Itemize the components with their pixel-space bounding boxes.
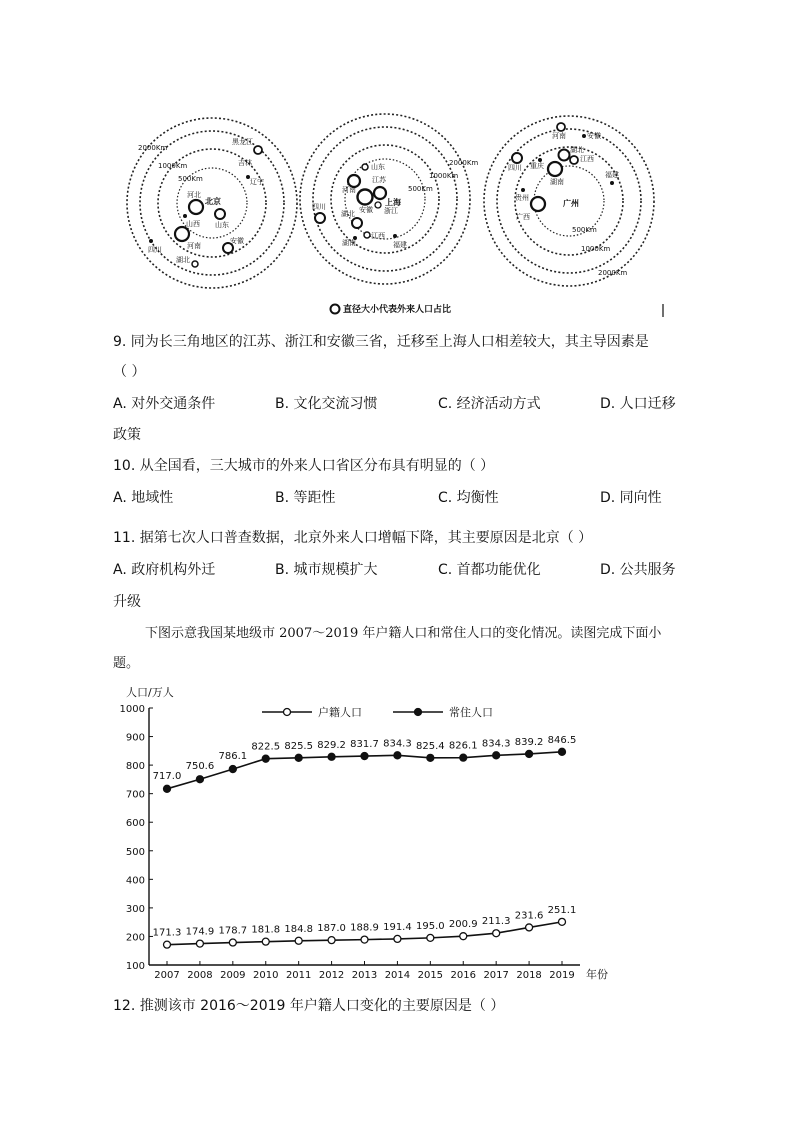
data-label: 195.0: [416, 920, 445, 932]
province-label: 江苏: [372, 176, 386, 184]
q9-option-a[interactable]: A. 对外交通条件: [113, 396, 216, 412]
y-tick-label: 400: [125, 875, 145, 887]
data-point: [229, 766, 236, 773]
y-tick-label: 300: [125, 903, 145, 915]
data-point: [164, 941, 171, 948]
q12-stem: 12. 推测该市 2016～2019 年户籍人口变化的主要原因是（ ）: [113, 998, 505, 1014]
q9-option-d[interactable]: D. 人口迁移: [600, 396, 676, 412]
data-point: [460, 933, 467, 940]
marker-sichuan: [512, 153, 522, 163]
data-label: 826.1: [448, 740, 478, 752]
data-point: [262, 938, 269, 945]
population-line-chart: [100, 680, 660, 990]
x-tick-label: 2009: [220, 970, 246, 981]
y-tick-label: 800: [125, 761, 145, 773]
ring-label: 500Km: [408, 185, 433, 193]
x-axis-label: 年份: [586, 968, 608, 981]
data-point: [460, 754, 467, 761]
data-label: 750.6: [185, 761, 215, 773]
data-point: [394, 935, 401, 942]
x-tick-label: 2018: [516, 970, 542, 981]
x-tick-label: 2008: [187, 970, 213, 981]
x-tick-label: 2012: [318, 970, 345, 981]
province-label: 浙江: [384, 207, 398, 215]
province-label: 四川: [148, 246, 162, 254]
q11-option-c[interactable]: C. 首都功能优化: [438, 562, 541, 578]
data-label: 184.8: [284, 923, 313, 935]
x-tick-label: 2014: [384, 970, 411, 981]
data-label: 200.9: [448, 919, 478, 931]
marker-anhui: [582, 134, 586, 138]
ring-label: 500Km: [572, 226, 597, 234]
q10-option-a[interactable]: A. 地域性: [113, 490, 174, 506]
data-label: 181.8: [251, 924, 281, 936]
data-label: 717.0: [152, 770, 182, 782]
q11-stem: 11. 据第七次人口普查数据，北京外来人口增幅下降，其主要原因是北京（ ）: [113, 530, 593, 546]
data-label: 825.4: [416, 740, 445, 752]
data-label: 834.3: [481, 738, 511, 750]
q9-option-d-continued: 政策: [113, 427, 141, 443]
province-label: 河北: [187, 191, 201, 199]
data-label: 834.3: [383, 738, 412, 750]
x-tick-label: 2015: [417, 970, 444, 981]
q10-option-d[interactable]: D. 同向性: [600, 490, 662, 506]
province-label: 湖北: [570, 146, 584, 154]
y-tick-label: 200: [125, 932, 145, 944]
x-tick-label: 2011: [285, 970, 312, 981]
data-point: [196, 776, 203, 783]
legend-label: 常住人口: [449, 706, 493, 719]
province-label: 河南: [342, 186, 356, 194]
marker-heilongjiang: [254, 146, 262, 154]
q11-option-a[interactable]: A. 政府机构外迁: [113, 562, 216, 578]
province-label: 辽宁: [250, 178, 264, 186]
marker-fujian: [393, 234, 397, 238]
marker-fujian: [610, 181, 614, 185]
province-label: 福建: [393, 241, 407, 249]
marker-guizhou: [521, 188, 525, 192]
legend-marker: [415, 709, 422, 716]
marker-hebei: [189, 200, 203, 214]
guangzhou-map: [484, 116, 654, 286]
chart-intro: 下图示意我国某地级市 2007～2019 年户籍人口和常住人口的变化情况。读图完成下面小: [145, 626, 662, 641]
data-label: 188.9: [350, 922, 379, 934]
q9-option-c[interactable]: C. 经济活动方式: [438, 396, 541, 412]
ring-label: 1000Km: [581, 245, 611, 253]
y-tick-label: 1000: [119, 704, 145, 715]
ring-label: 1000Km: [429, 172, 459, 180]
beijing-map: [127, 118, 297, 288]
data-label: 211.3: [481, 916, 511, 928]
marker-hubei: [352, 218, 362, 228]
x-tick-label: 2007: [154, 970, 180, 981]
province-label: 江西: [371, 232, 385, 240]
data-point: [526, 924, 533, 931]
shanghai-map: [300, 114, 478, 284]
data-point: [559, 748, 566, 755]
province-label: 山东: [215, 221, 229, 229]
q10-option-c[interactable]: C. 均衡性: [438, 490, 499, 506]
y-tick-label: 600: [125, 818, 145, 830]
data-label: 174.9: [185, 926, 215, 938]
data-point: [427, 754, 434, 761]
data-label: 786.1: [218, 751, 248, 763]
data-point: [526, 750, 533, 757]
data-label: 829.2: [317, 739, 346, 751]
legend-marker-icon: [331, 305, 340, 314]
data-point: [196, 940, 203, 947]
chart-intro-continued: 题。: [113, 656, 140, 671]
province-label: 黑龙江: [232, 138, 253, 146]
province-label: 安徽: [230, 237, 244, 245]
migration-maps-figure: [0, 0, 794, 325]
province-label: 安徽: [359, 206, 373, 214]
city-label: 上海: [385, 198, 401, 207]
data-point: [328, 937, 335, 944]
ring-label: 2000Km: [138, 144, 168, 152]
data-point: [493, 930, 500, 937]
marker-jiangxi: [364, 232, 370, 238]
province-label: 福建: [605, 171, 619, 179]
q9-option-b[interactable]: B. 文化交流习惯: [275, 396, 378, 412]
marker-henan: [557, 123, 565, 131]
q11-option-d-continued: 升级: [113, 594, 141, 610]
data-label: 839.2: [514, 736, 544, 748]
data-label: 831.7: [350, 739, 379, 751]
marker-sichuan: [315, 213, 325, 223]
data-point: [262, 755, 269, 762]
city-label: 广州: [563, 199, 579, 208]
data-point: [427, 934, 434, 941]
y-axis-label: 人口/万人: [126, 686, 174, 699]
province-label: 湖北: [176, 256, 190, 264]
chart-series: [153, 735, 577, 948]
marker-hubei: [559, 150, 570, 161]
province-label: 湖北: [341, 210, 355, 218]
province-label: 广西: [516, 213, 530, 221]
x-tick-label: 2019: [549, 970, 575, 981]
marker-jiangxi: [570, 156, 578, 164]
marker-hubei: [192, 261, 198, 267]
legend-marker: [284, 709, 291, 716]
data-point: [559, 918, 566, 925]
q10-stem: 10. 从全国看，三大城市的外来人口省区分布具有明显的（ ）: [113, 458, 495, 474]
data-label: 171.3: [152, 927, 182, 939]
x-tick-label: 2010: [253, 970, 279, 981]
data-point: [394, 752, 401, 759]
data-label: 846.5: [547, 734, 577, 746]
data-label: 191.4: [383, 921, 412, 933]
y-tick-label: 100: [125, 961, 145, 972]
province-label: 吉林: [238, 159, 252, 167]
marker-henan: [175, 227, 189, 241]
province-label: 四川: [312, 203, 326, 211]
x-tick-label: 2016: [450, 970, 476, 981]
data-label: 822.5: [251, 741, 281, 753]
data-point: [295, 937, 302, 944]
province-label: 河南: [552, 132, 566, 140]
marker-shanxi: [183, 214, 187, 218]
province-label: 重庆: [530, 162, 544, 170]
data-point: [493, 752, 500, 759]
marker-shandong: [362, 164, 368, 170]
marker-hunan: [548, 162, 562, 176]
ring-label: 1000Km: [158, 162, 188, 170]
q9-stem: 9. 同为长三角地区的江苏、浙江和安徽三省，迁移至上海人口相差较大，其主导因素是: [113, 334, 649, 350]
data-point: [164, 785, 171, 792]
province-label: 江西: [580, 155, 594, 163]
province-label: 山东: [371, 163, 385, 171]
province-label: 安徽: [587, 132, 601, 140]
y-tick-label: 700: [125, 789, 145, 801]
map-legend: 直径大小代表外来人口占比: [343, 305, 452, 315]
data-point: [328, 753, 335, 760]
data-label: 231.6: [514, 910, 544, 922]
province-label: 湖南: [550, 178, 564, 186]
y-tick-label: 900: [125, 732, 145, 744]
data-label: 178.7: [218, 925, 248, 937]
legend-label: 户籍人口: [318, 706, 362, 719]
marker-shandong: [215, 209, 225, 219]
y-tick-label: 500: [125, 846, 145, 858]
province-label: 贵州: [515, 194, 529, 202]
q9-answer-blank: （ ）: [113, 364, 146, 380]
province-label: 湖南: [342, 239, 356, 247]
data-point: [229, 939, 236, 946]
data-label: 187.0: [317, 923, 346, 935]
q11-option-d[interactable]: D. 公共服务: [600, 562, 676, 578]
data-point: [295, 754, 302, 761]
data-label: 825.5: [284, 740, 313, 752]
ring-label: 2000Km: [598, 269, 628, 277]
ring-label: 2000Km: [449, 159, 479, 167]
data-label: 251.1: [547, 904, 577, 916]
marker-zhejiang: [375, 202, 381, 208]
province-label: 四川: [508, 164, 522, 172]
marker-sichuan: [149, 239, 153, 243]
marker-jiangsu: [374, 187, 386, 199]
x-tick-label: 2013: [351, 970, 378, 981]
ring-label: 500Km: [178, 175, 203, 183]
q10-option-b[interactable]: B. 等距性: [275, 490, 336, 506]
q11-option-b[interactable]: B. 城市规模扩大: [275, 562, 378, 578]
city-label: 北京: [205, 197, 221, 206]
data-point: [361, 753, 368, 760]
x-tick-label: 2017: [483, 970, 509, 981]
province-label: 河南: [187, 242, 201, 250]
data-point: [361, 936, 368, 943]
chart-legend: [262, 705, 493, 719]
marker-guangxi: [531, 197, 545, 211]
province-label: 山西: [186, 220, 200, 228]
marker-anhui: [358, 190, 373, 205]
